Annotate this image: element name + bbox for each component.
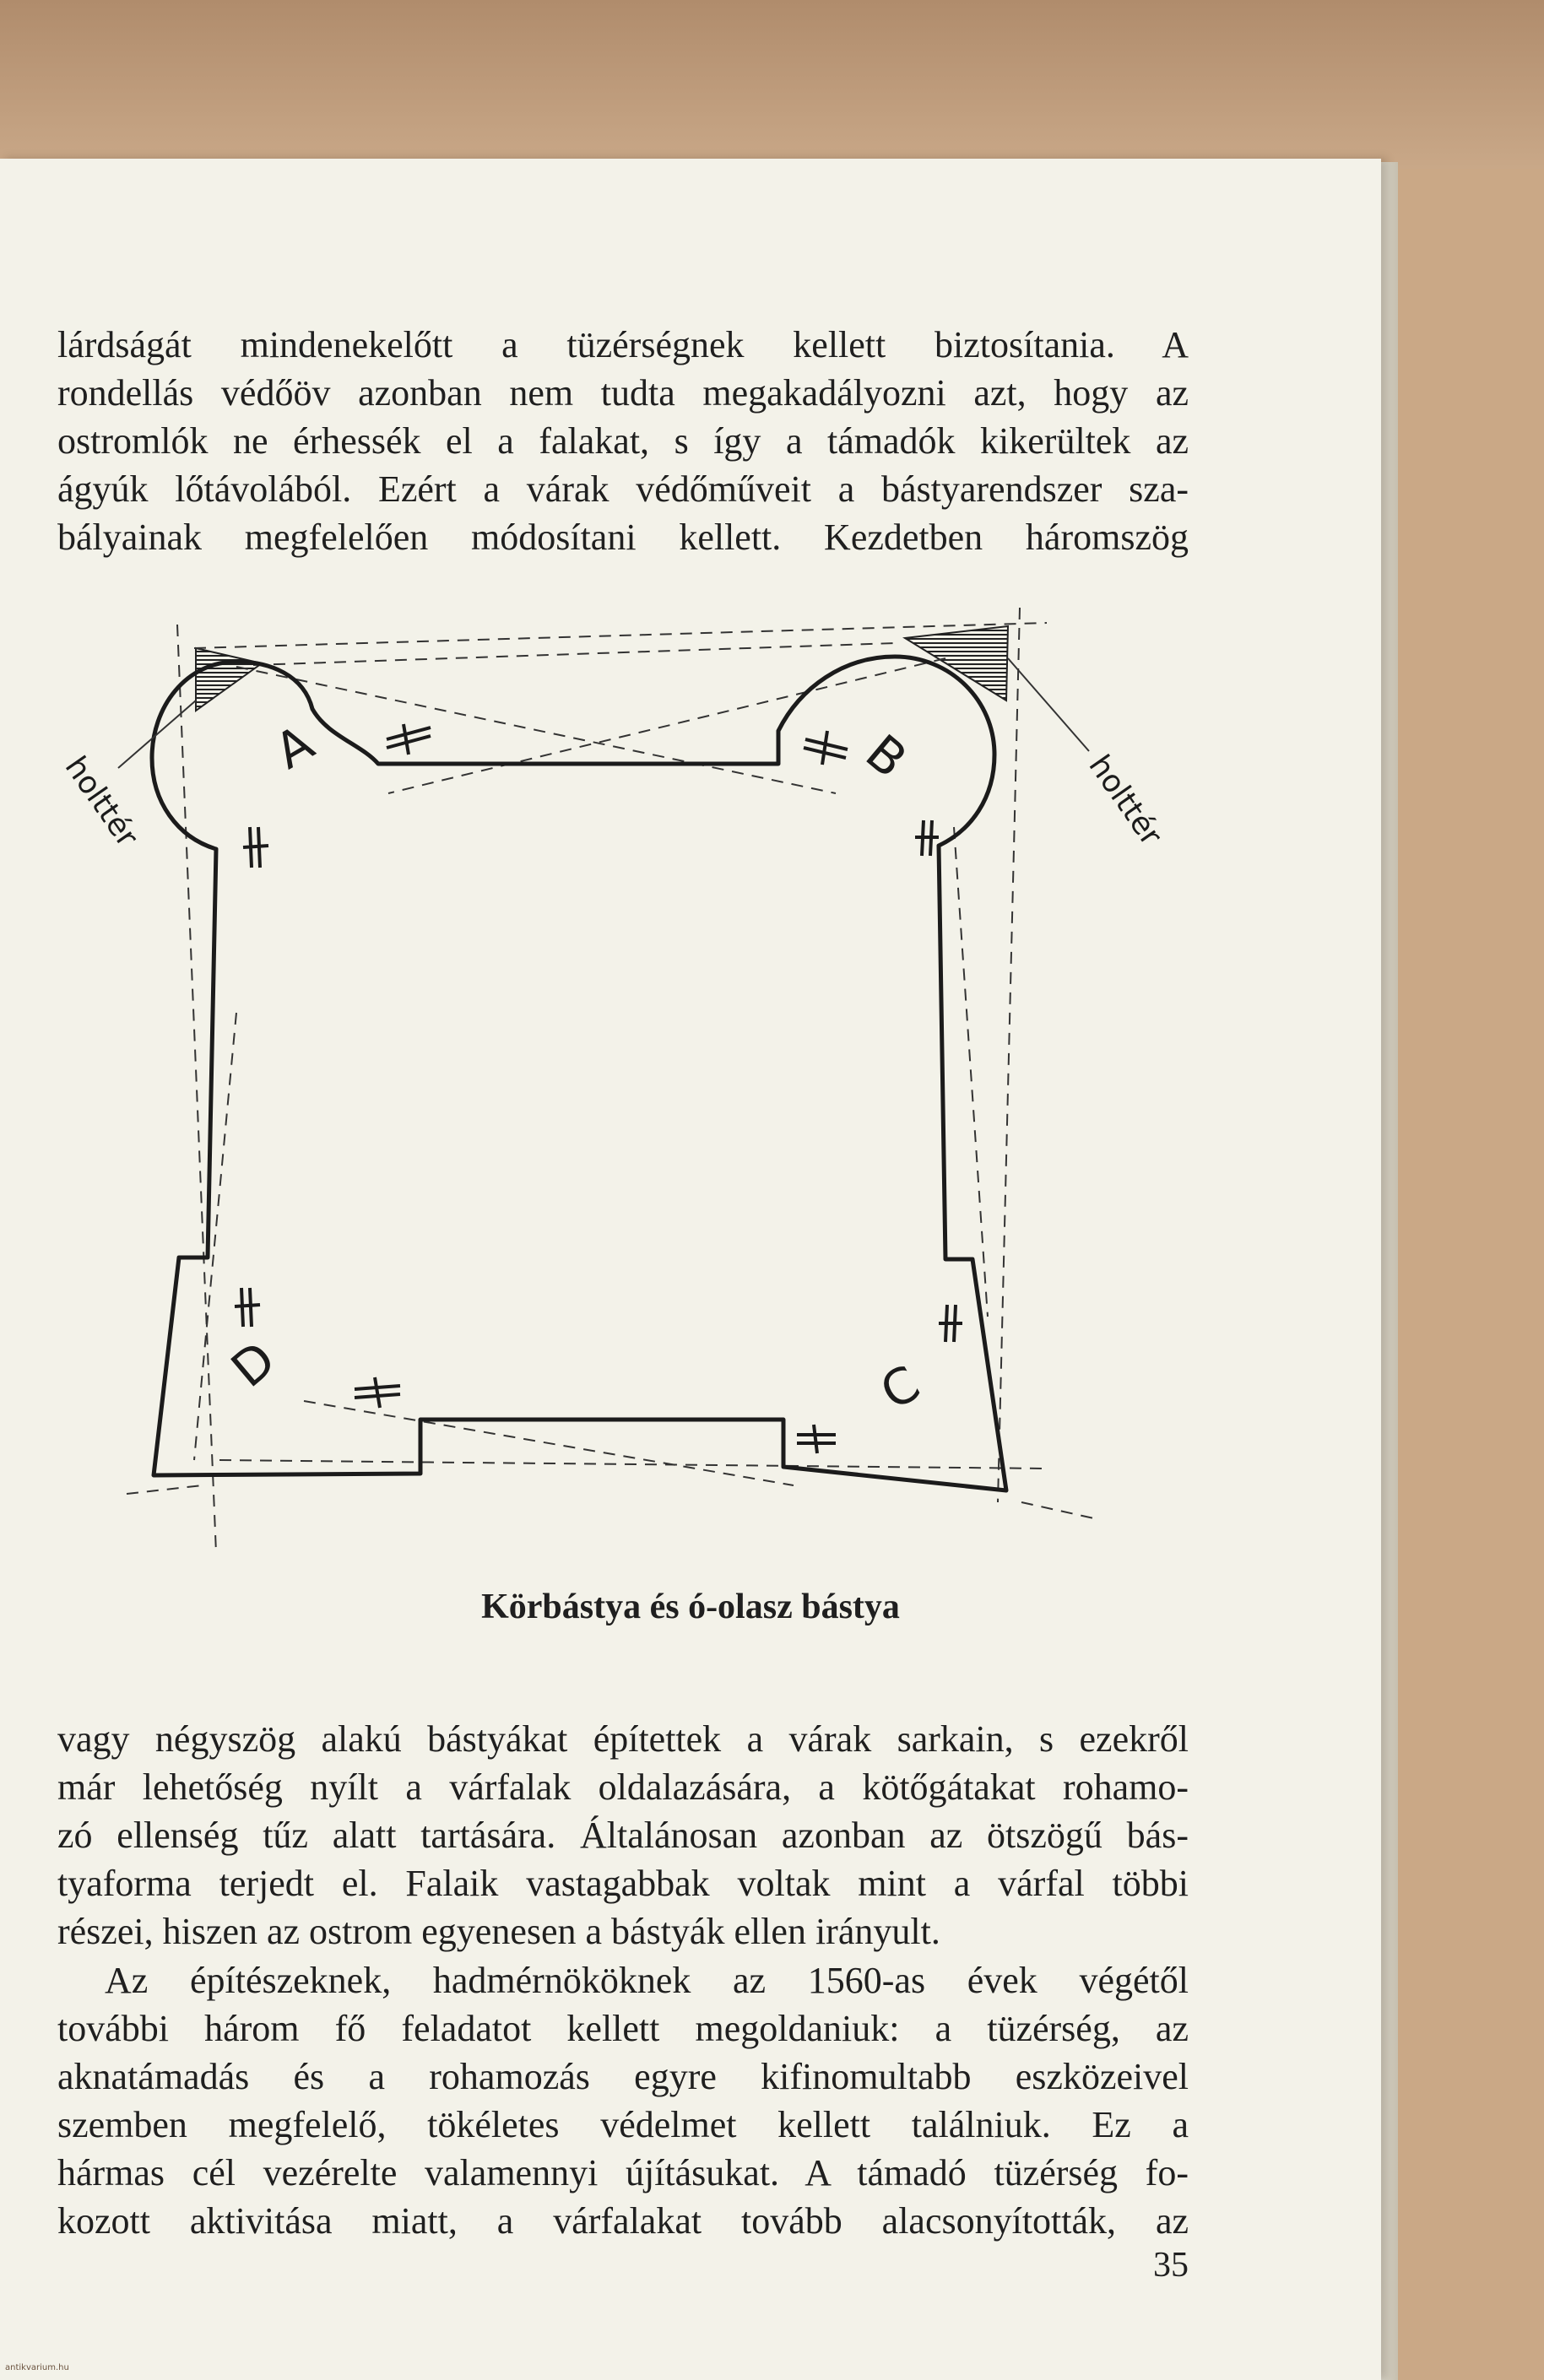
page-edge	[1381, 162, 1398, 2380]
dead-zone-label-left: holttér	[57, 750, 145, 854]
dead-zone-hatch-left	[196, 648, 262, 711]
bastion-label-a: A	[265, 713, 323, 781]
watermark-text: antikvarium.hu	[5, 2363, 69, 2372]
dead-zone-pointer-right	[1008, 658, 1089, 751]
text-line: ostromlók ne érhessék el a falakat, s így a támadók kikerültek az	[57, 420, 1189, 462]
text-line: zó ellenség tűz alatt tartására. Általánosan azonban az ötszögű bás-	[57, 1815, 1189, 1856]
dead-zone-label-right: holttér	[1081, 749, 1168, 852]
page-number: 35	[1153, 2246, 1189, 2285]
text-line: bályainak megfelelően módosítani kellett. Kezdetben háromszög	[57, 517, 1189, 558]
text-line: szemben megfelelő, tökéletes védelmet kellett találniuk. Ez a	[57, 2104, 1189, 2145]
text-line: lárdságát mindenekelőtt a tüzérségnek kellett biztosítania. A	[57, 324, 1189, 365]
text-line: ágyúk lőtávolából. Ezért a várak védőműveit a bástyarendszer sza-	[57, 468, 1189, 510]
bastion-label-c: C	[870, 1354, 929, 1421]
text-line: Az építészeknek, hadmérnököknek az 1560-as évek végétől	[105, 1960, 1189, 2001]
flanking-sight-lines	[127, 608, 1097, 1553]
figure-caption: Körbástya és ó-olasz bástya	[481, 1588, 900, 1626]
text-line: vagy négyszög alakú bástyákat építettek a várak sarkain, s ezekről	[57, 1718, 1189, 1760]
text-line: már lehetőség nyílt a várfalak oldalazására, a kötőgátakat rohamo-	[57, 1766, 1189, 1808]
text-line: további három fő feladatot kellett megoldaniuk: a tüzérség, az	[57, 2008, 1189, 2049]
paragraph-top	[57, 321, 1189, 561]
bastion-label-b: B	[854, 723, 918, 789]
text-line: rondellás védőöv azonban nem tudta megakadályozni azt, hogy az	[57, 372, 1189, 414]
text-line: részei, hiszen az ostrom egyenesen a bástyák ellen irányult.	[57, 1911, 940, 1952]
paragraph-middle	[57, 1715, 1189, 1955]
bastion-label-d: D	[220, 1330, 287, 1398]
dead-zone-pointer-left	[118, 700, 196, 768]
text-line: tyaforma terjedt el. Falaik vastagabbak voltak mint a várfal többi	[57, 1863, 1189, 1904]
cannon-marks	[235, 724, 962, 1453]
paragraph-bottom	[57, 1956, 1189, 2245]
text-line: kozott aktivitása miatt, a várfalakat tovább alacsonyították, az	[57, 2200, 1189, 2242]
text-line: hármas cél vezérelte valamennyi újításukat. A támadó tüzérség fo-	[57, 2152, 1189, 2193]
background-surface	[0, 0, 1544, 169]
bastion-diagram	[51, 574, 1199, 1587]
dead-zone-hatch-right	[905, 626, 1008, 700]
text-line: aknatámadás és a rohamozás egyre kifinomultabb eszközeivel	[57, 2056, 1189, 2097]
